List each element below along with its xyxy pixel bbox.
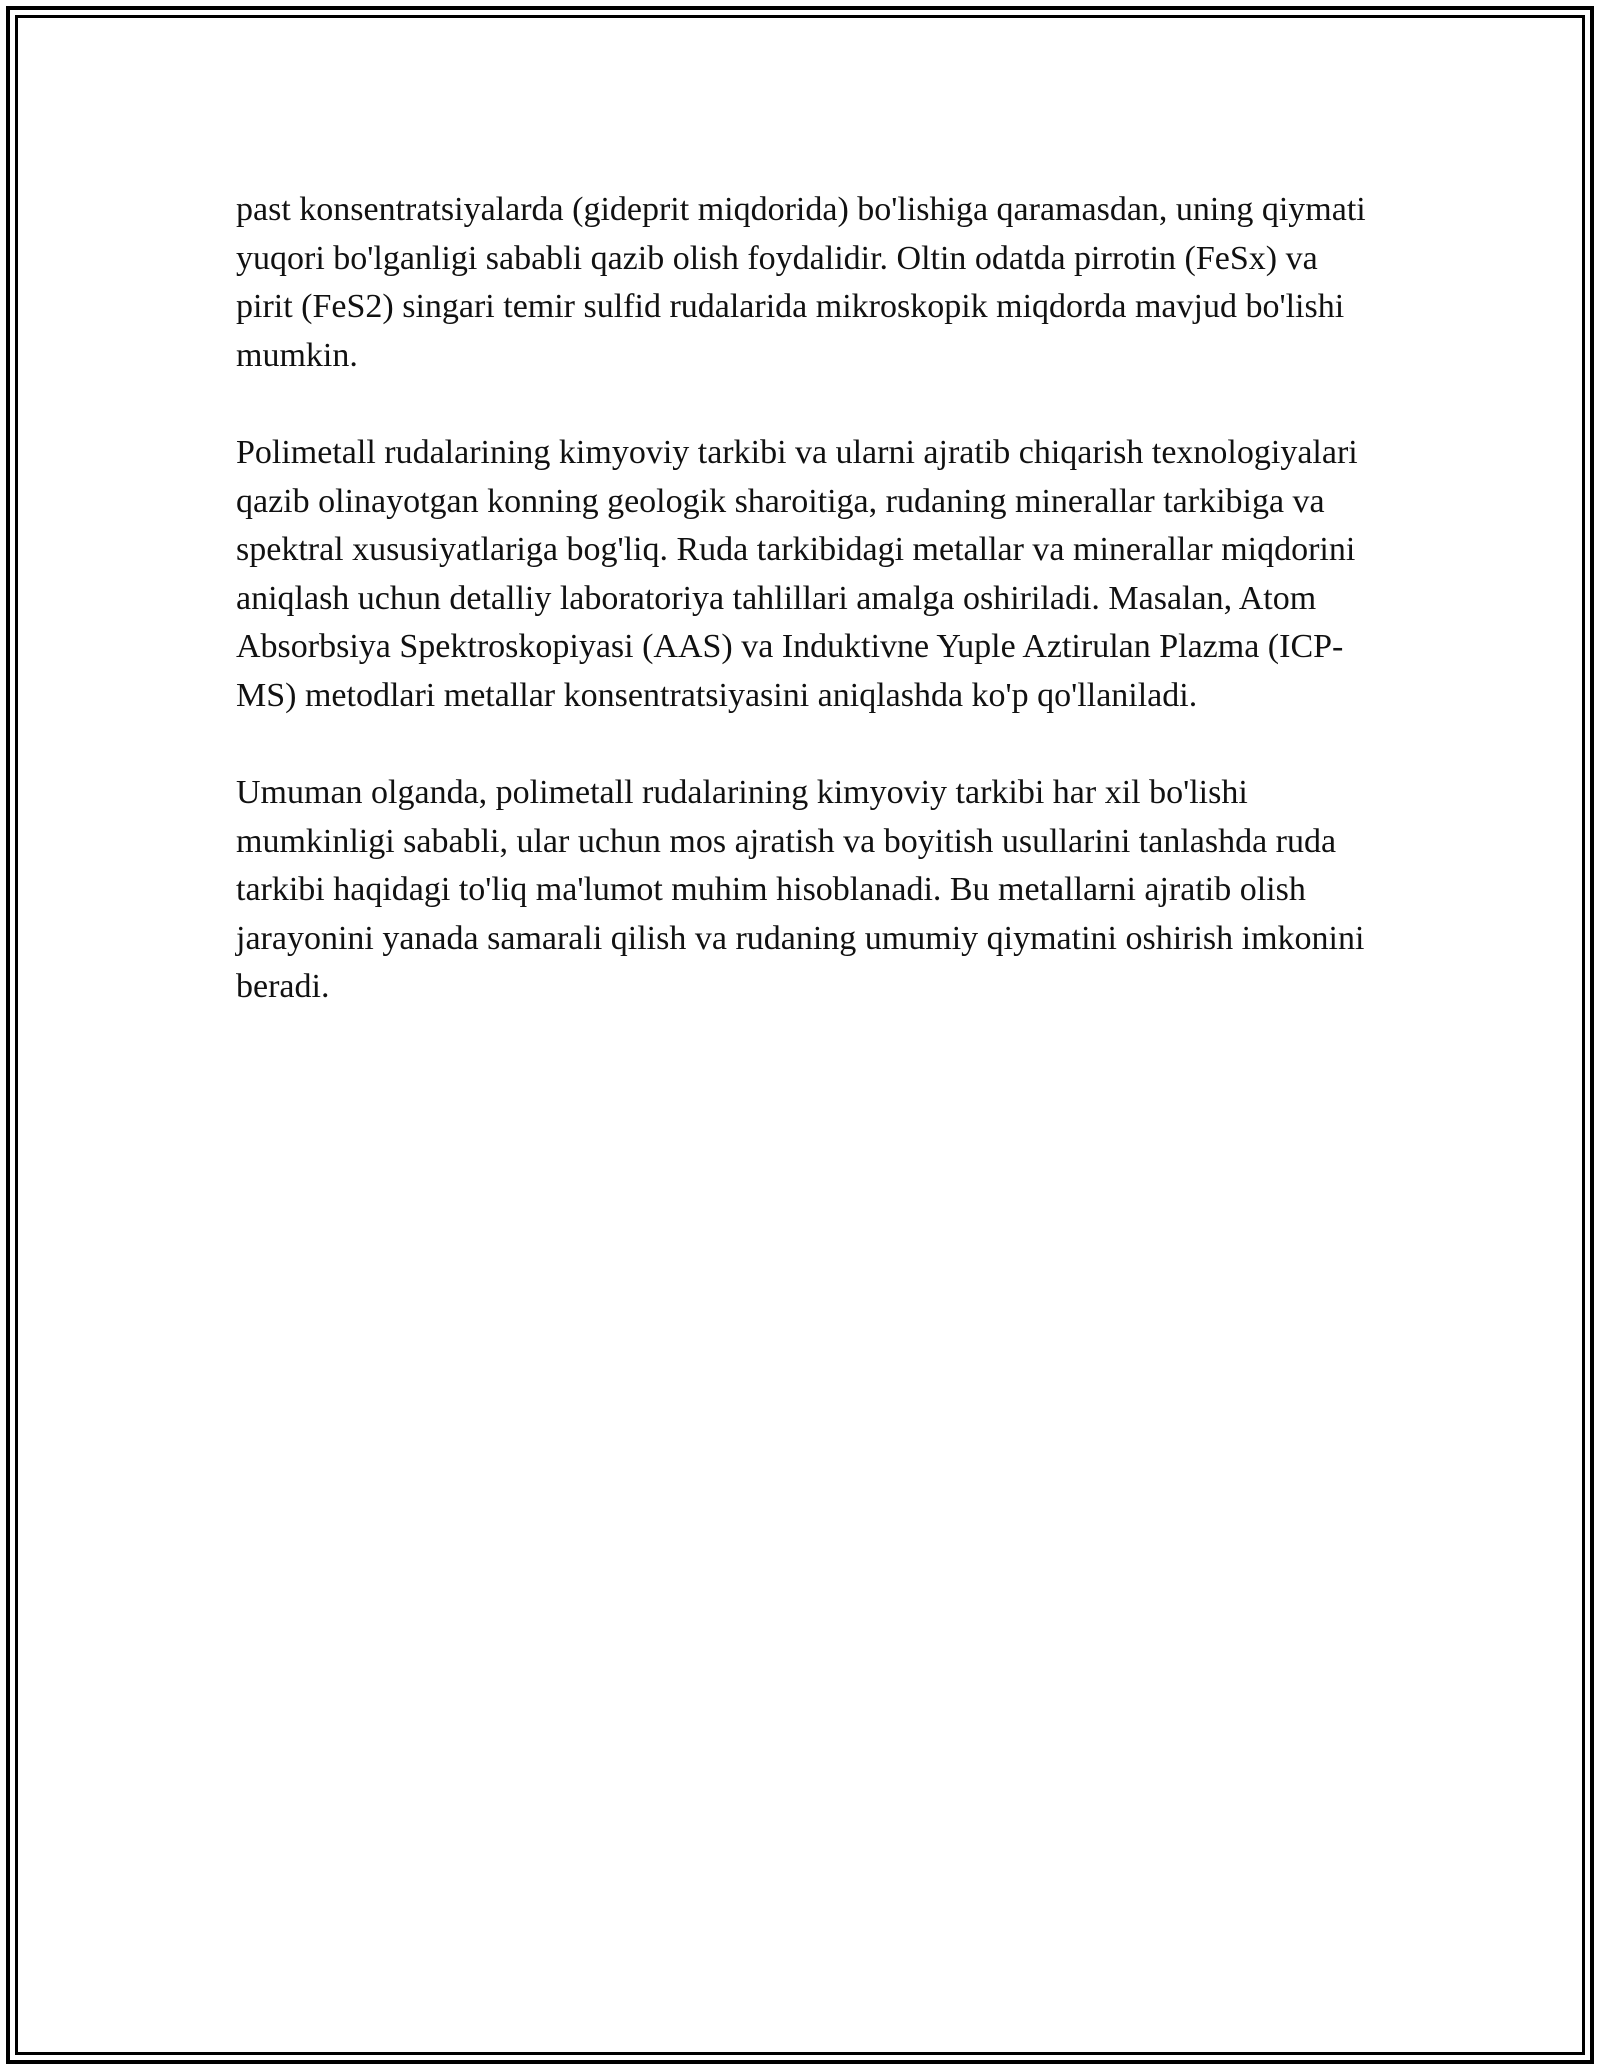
paragraph-2: Polimetall rudalarining kimyoviy tarkibi va ularni ajratib chiqarish texnologiyalari qazib olinayotgan konning geologik sharoitiga, rudaning minerallar tarkibiga va spektral xususiyatlariga bog'liq. Ruda tarkibidagi metallar va minerallar miqdorini aniqlash uchun detalliy laboratoriya tahlillari amalga oshiriladi. Masalan, Atom Absorbsiya Spektroskopiyasi (AAS) va Induktivne Yuple Aztirulan Plazma (ICP-MS) metodlari metallar konsentratsiyasini aniqlashda ko'p qo'llaniladi. (236, 434, 1358, 714)
paragraph-1: past konsentratsiyalarda (gideprit miqdorida) bo'lishiga qaramasdan, uning qiymati yuqori bo'lganligi sababli qazib olish foydalidir. Oltin odatda pirrotin (FeSx) va pirit (FeS2) singari temir sulfid rudalarida mikroskopik miqdorda mavjud bo'lishi mumkin. (236, 191, 1366, 374)
document-body (236, 186, 1366, 1061)
paragraph-3: Umuman olganda, polimetall rudalarining kimyoviy tarkibi har xil bo'lishi mumkinligi sababli, ular uchun mos ajratish va boyitish usullarini tanlashda ruda tarkibi haqidagi to'liq ma'lumot muhim hisoblanadi. Bu metallarni ajratib olish jarayonini yanada samarali qilish va rudaning umumiy qiymatini oshirish imkonini beradi. (236, 774, 1365, 1005)
